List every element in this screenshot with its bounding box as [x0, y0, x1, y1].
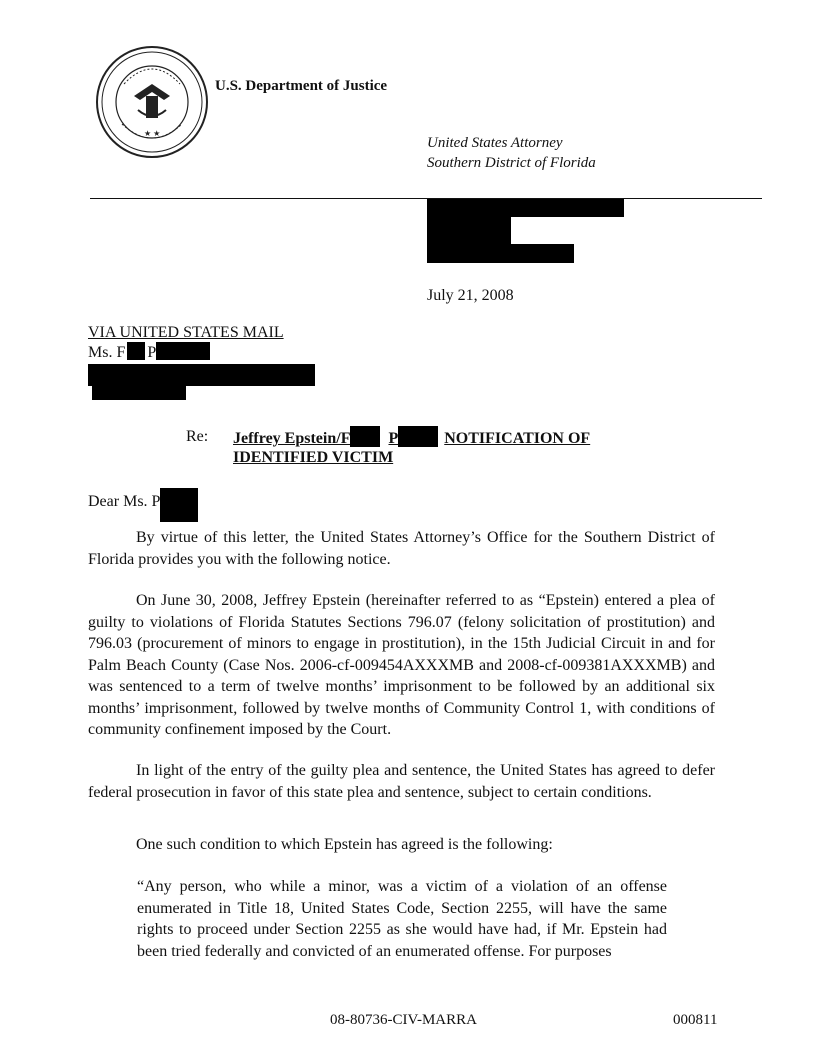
recipient-middle: P — [147, 344, 157, 361]
body-paragraph: In light of the entry of the guilty plea and sentence, the United States has agreed to defer federal prosecution in favor of this state plea and sentence, subject to certain conditions. — [88, 762, 715, 801]
redaction-block — [127, 342, 145, 360]
bates-number: 000811 — [673, 1012, 718, 1028]
re-subject-line-1 — [233, 426, 590, 450]
doj-seal-icon — [94, 44, 210, 160]
agency-name: U.S. Department of Justice — [215, 78, 388, 94]
redaction-block — [92, 384, 186, 400]
case-number: 08-80736-CIV-MARRA — [330, 1012, 477, 1028]
body-paragraph: On June 30, 2008, Jeffrey Epstein (hereinafter referred to as “Epstein) entered a plea of guilty to violations of Florida Statutes Sections 796.07 (felony solicitation of prostitution) and 796.03 (procurement of minors to engage in prostitution), in the 15th Judicial Circuit in and for Palm Beach County (Case Nos. 2006-cf-009454AXXXMB and 2008-cf-009381AXXXMB) and was sentenced to a term of twelve months’ imprisonment to be followed by an additional six months’ imprisonment, followed by twelve months of Community Control 1, with conditions of community confinement imposed by the Court. — [88, 592, 715, 738]
letter-date: July 21, 2008 — [427, 287, 514, 304]
body-paragraph: One such condition to which Epstein has agreed is the following: — [136, 836, 553, 853]
redaction-block — [398, 426, 438, 447]
re-subject-part: P — [388, 430, 399, 447]
delivery-method: VIA UNITED STATES MAIL — [88, 324, 284, 341]
redaction-block — [427, 199, 624, 217]
office-block — [427, 133, 596, 173]
body-paragraph: By virtue of this letter, the United States Attorney’s Office for the Southern District of Florida provides you with the following notice. — [88, 529, 715, 568]
re-label: Re: — [186, 428, 209, 445]
redaction-block — [160, 488, 198, 522]
re-subject-part: Jeffrey Epstein/F — [233, 430, 351, 447]
recipient-prefix: Ms. F — [88, 344, 126, 361]
header-divider — [90, 198, 762, 199]
salutation-text: Dear Ms. P — [88, 493, 161, 510]
quoted-condition: “Any person, who while a minor, was a victim of a violation of an offense enumerated in Title 18, United States Code, Section 2255, will have the same rights to proceed under Section 2255 as she would have had, if Mr. Epstein had been tried federally and convicted of an enumerated offense. For purposes — [137, 878, 667, 960]
office-line-2: Southern District of Florida — [427, 155, 596, 171]
re-subject-line-2: IDENTIFIED VICTIM — [233, 449, 394, 466]
redaction-block — [427, 217, 511, 263]
redaction-block — [88, 364, 315, 386]
salutation — [88, 488, 198, 522]
recipient-name — [88, 342, 210, 364]
redaction-block — [511, 244, 574, 263]
redaction-block — [156, 342, 210, 360]
svg-text:★ ★: ★ ★ — [144, 129, 161, 138]
office-line-1: United States Attorney — [427, 135, 563, 151]
re-subject-part: NOTIFICATION OF — [444, 430, 591, 447]
redaction-block — [350, 426, 380, 447]
